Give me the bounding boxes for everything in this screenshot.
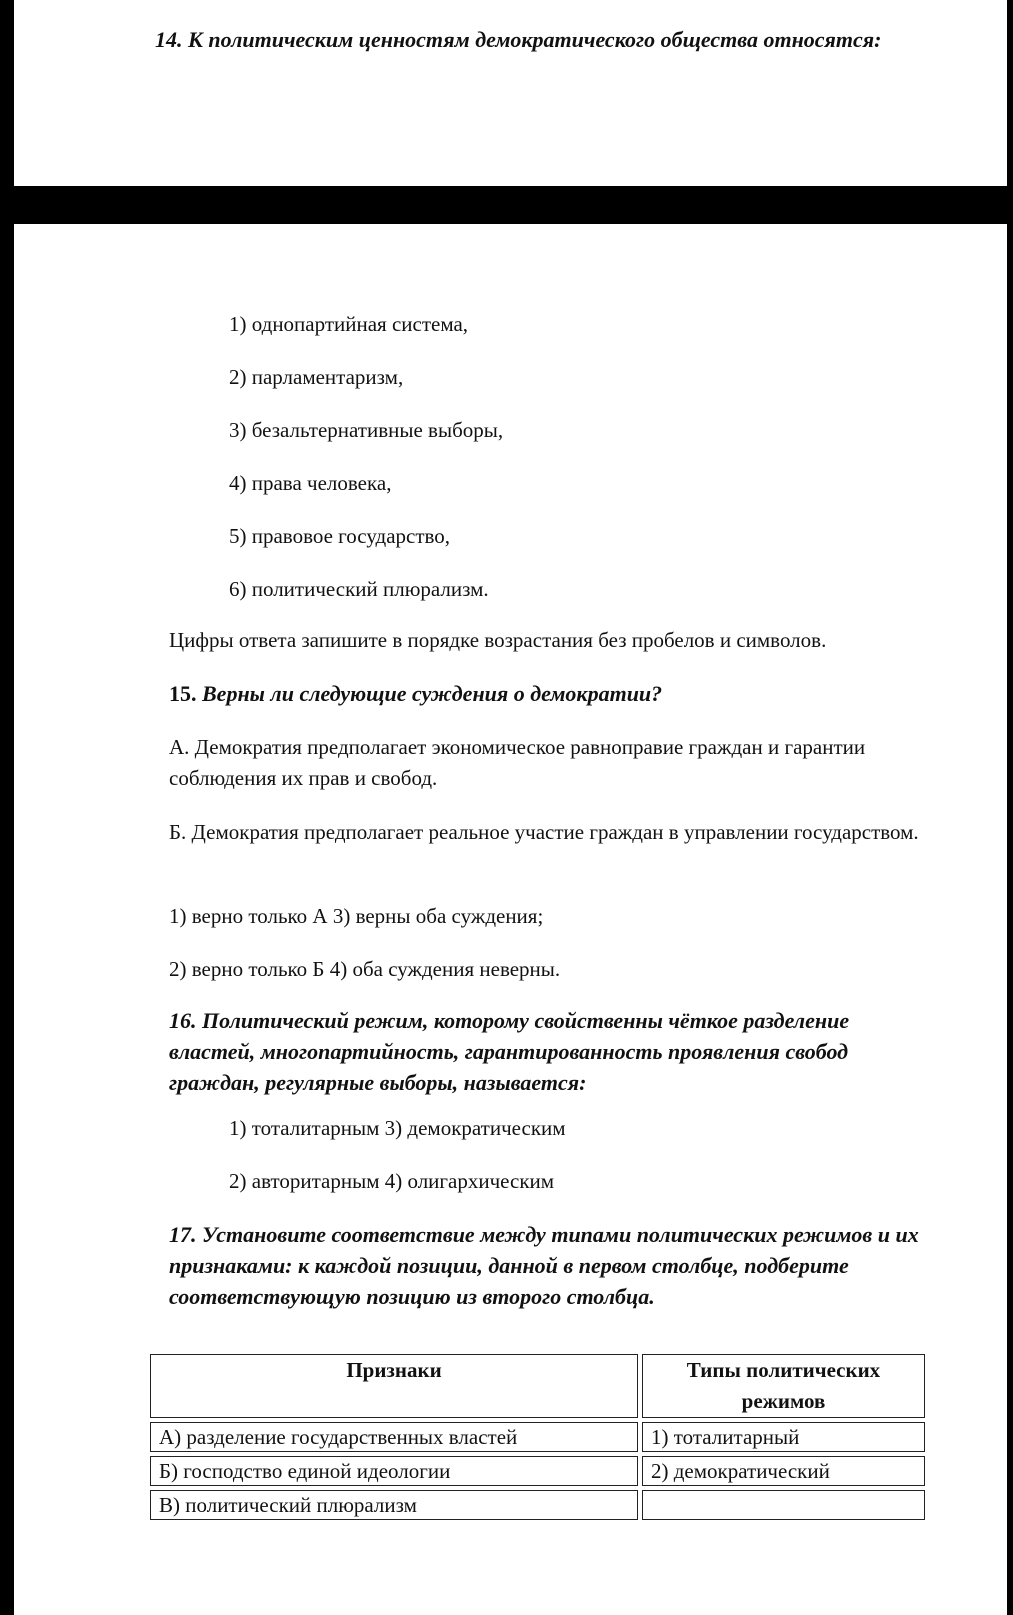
q15-number: 15. [169, 681, 197, 706]
table-cell [642, 1490, 925, 1520]
header-regime-types: Типы политических режимов [642, 1354, 925, 1418]
table-row [150, 1422, 925, 1452]
header-features: Признаки [150, 1354, 638, 1418]
q14-title: 14. К политическим ценностям демократического общества относятся: [155, 27, 882, 52]
top-page-fragment [14, 0, 1007, 186]
q14-option-2: 2) парламентаризм, [229, 365, 404, 389]
q15-statement-b: Б. Демократия предполагает реальное участие граждан в управлении государством. [169, 820, 919, 844]
q14-instruction: Цифры ответа запишите в порядке возрастания без пробелов и символов. [169, 628, 827, 652]
q15-statement-a: А. Демократия предполагает экономическое равноправие граждан и гарантии соблюдения их прав и свобод. [169, 735, 866, 790]
table-row [150, 1456, 925, 1486]
table-cell: Б) господство единой идеологии [150, 1456, 638, 1486]
matching-table [146, 1350, 929, 1524]
q16-title: 16. Политический режим, которому свойственны чёткое разделение властей, многопартийность, гарантированность проявления свобод граждан, регулярные выборы, называется: [169, 1008, 850, 1095]
table-cell: В) политический плюрализм [150, 1490, 638, 1520]
q17-title: 17. Установите соответствие между типами политических режимов и их признаками: к каждой позиции, данной в первом столбце, подберите соответствующую позицию из второго столбца. [169, 1222, 919, 1309]
q15-option-1: 1) верно только А 3) верны оба суждения; [169, 904, 544, 928]
table-cell: А) разделение государственных властей [150, 1422, 638, 1452]
q15-question: Верны ли следующие суждения о демократии? [202, 681, 663, 706]
q14-option-6: 6) политический плюрализм. [229, 577, 489, 601]
q15-title [169, 678, 662, 709]
q14-option-5: 5) правовое государство, [229, 524, 451, 548]
q14-option-4: 4) права человека, [229, 471, 392, 495]
q15-option-2: 2) верно только Б 4) оба суждения неверны. [169, 957, 561, 981]
table-row [150, 1490, 925, 1520]
q16-option-2: 2) авторитарным 4) олигархическим [229, 1169, 555, 1193]
q14-option-1: 1) однопартийная система, [229, 312, 469, 336]
q16-option-1: 1) тоталитарным 3) демократическим [229, 1116, 566, 1140]
table-cell: 2) демократический [642, 1456, 925, 1486]
table-cell: 1) тоталитарный [642, 1422, 925, 1452]
q14-option-3: 3) безальтернативные выборы, [229, 418, 504, 442]
table-header-row [150, 1354, 925, 1418]
